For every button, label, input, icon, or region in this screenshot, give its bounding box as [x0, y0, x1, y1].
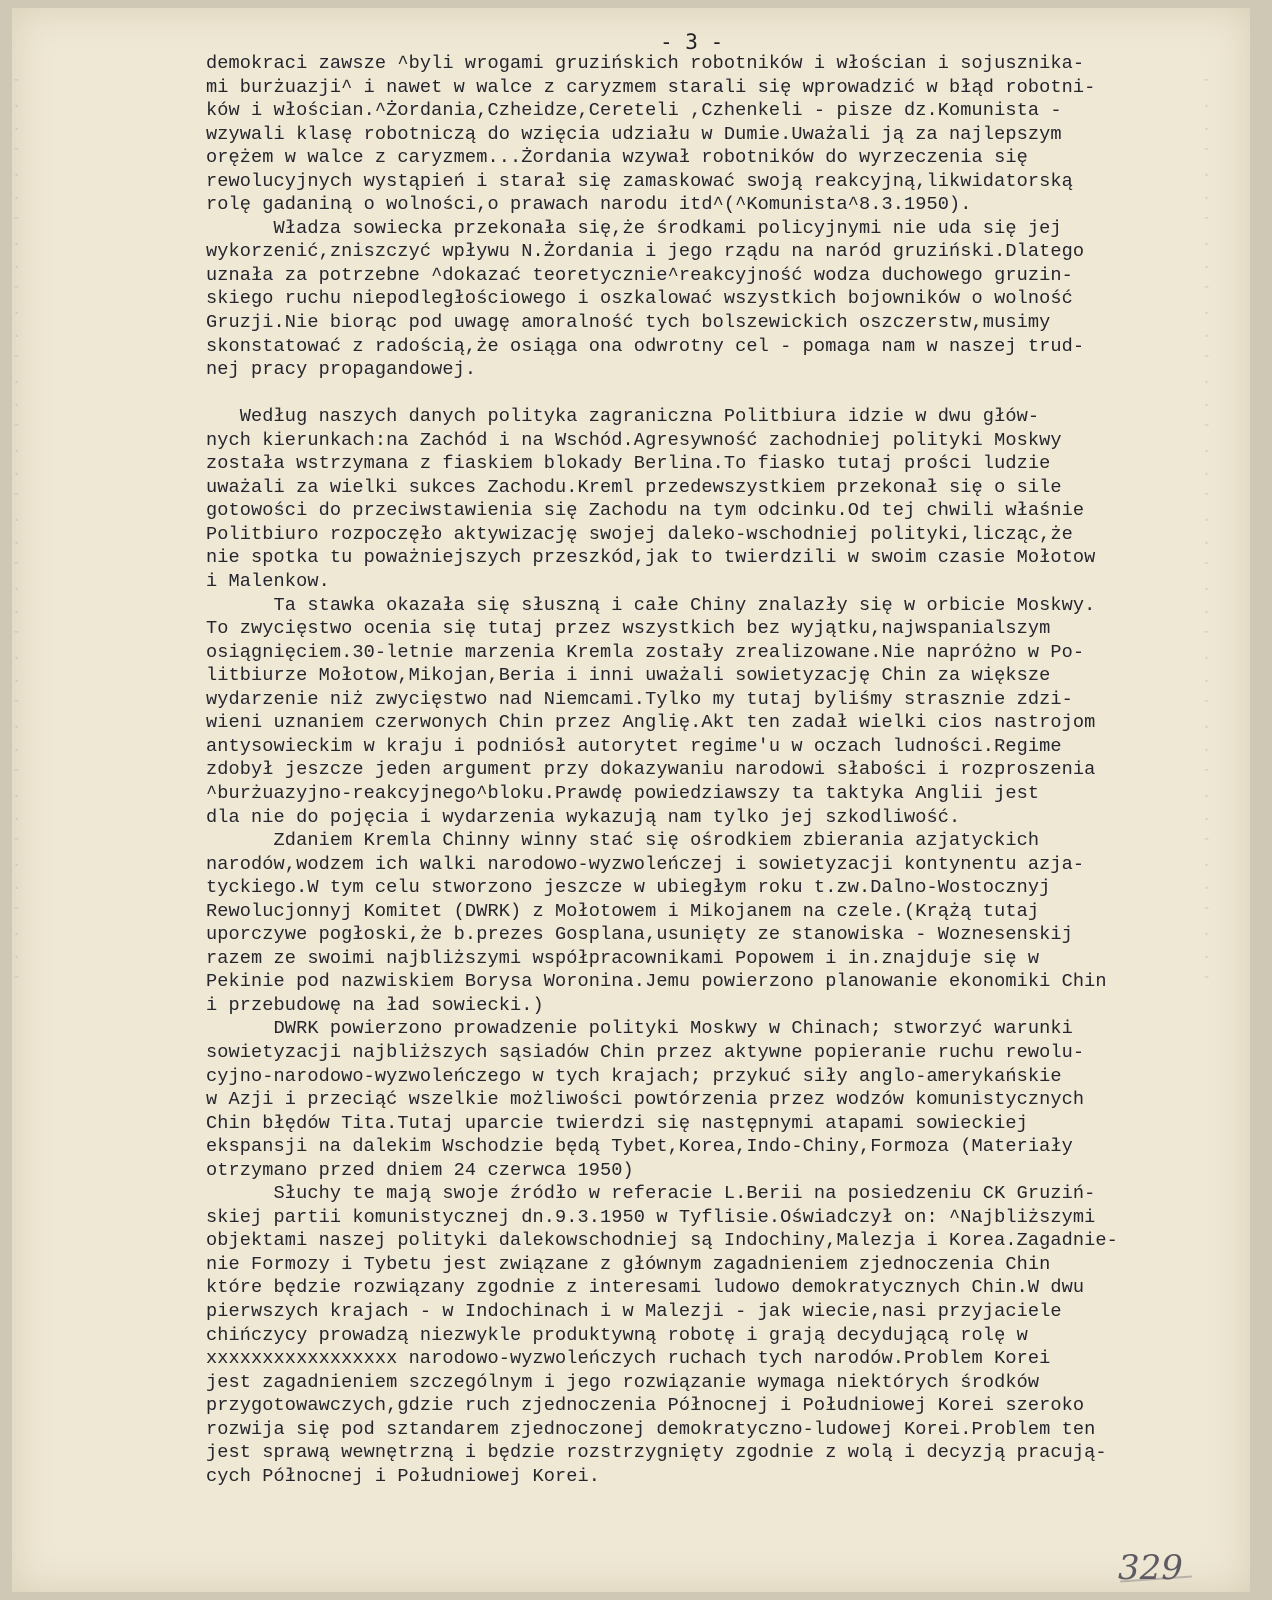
text-line: nie spotka tu poważniejszych przeszkód,jak to twierdzili w swoim czasie Mołotow: [206, 547, 1096, 569]
text-line: wzywali klasę robotniczą do wzięcia udziału w Dumie.Uważali ją za najlepszym: [206, 123, 1062, 145]
text-line: wykorzenić,zniszczyć wpływu N.Żordania i jego rządu na naród gruziński.Dlatego: [206, 241, 1085, 263]
text-line: rolę gadaniną o wolności,o prawach narodu itd^(^Komunista^8.3.1950).: [206, 194, 972, 216]
show-through-right: - . . - . . - . . - . . - . . - . . - . . - . . - . . - . . - . . - . . - . . -: [1202, 70, 1212, 985]
text-line: które będzie rozwiązany zgodnie z interesami ludowo demokratycznych Chin.W dwu: [206, 1277, 1085, 1299]
text-line: i przebudowę na ład sowiecki.): [206, 994, 544, 1016]
text-line: jest sprawą wewnętrzną i będzie rozstrzygnięty zgodnie z wolą i decyzją pracują-: [206, 1442, 1107, 1464]
text-line: uznała za potrzebne ^dokazać teoretycznie^reakcyjność wodza duchowego gruzin-: [206, 264, 1073, 286]
text-line: chińczycy prowadzą niezwykle produktywną robotę i grają decydującą rolę w: [206, 1324, 1028, 1346]
text-line: mi burżuazji^ i nawet w walce z caryzmem starali się wprowadzić w błąd robotni-: [206, 76, 1096, 98]
text-line: DWRK powierzono prowadzenie polityki Moskwy w Chinach; stworzyć warunki: [206, 1018, 1073, 1040]
text-line: Ta stawka okazała się słuszną i całe Chiny znalazły się w orbicie Moskwy.: [206, 594, 1096, 616]
text-line: skiej partii komunistycznej dn.9.3.1950 w Tyflisie.Oświadczył on: ^Najbliższymi: [206, 1206, 1096, 1228]
text-line: pierwszych krajach - w Indochinach i w Malezji - jak wiecie,nasi przyjaciele: [206, 1300, 1062, 1322]
text-line: objektami naszej polityki dalekowschodniej są Indochiny,Malezja i Korea.Zagadnie-: [206, 1230, 1118, 1252]
text-line: Chin błędów Tita.Tutaj uparcie twierdzi się następnymi atapami sowieckiej: [206, 1112, 1028, 1134]
text-line: przygotowawczych,gdzie ruch zjednoczenia Północnej i Południowej Korei szeroko: [206, 1395, 1085, 1417]
text-line: wydarzenie niż zwycięstwo nad Niemcami.Tylko my tutaj byliśmy strasznie zdzi-: [206, 688, 1073, 710]
text-line: uporczywe pogłoski,że b.prezes Gosplana,usunięty ze stanowiska - Woznesenskij: [206, 924, 1073, 946]
text-line: Słuchy te mają swoje źródło w referacie L.Berii na posiedzeniu CK Gruziń-: [206, 1183, 1096, 1205]
text-line: nych kierunkach:na Zachód i na Wschód.Agresywność zachodniej polityki Moskwy: [206, 429, 1062, 451]
text-line: w Azji i przeciąć wszelkie możliwości powtórzenia przez wodzów komunistycznych: [206, 1089, 1085, 1111]
text-line: dla nie do pojęcia i wydarzenia wykazują nam tylko jej szkodliwość.: [206, 806, 961, 828]
typewritten-body: [206, 52, 1246, 1488]
text-line: sowietyzacji najbliższych sąsiadów Chin przez aktywne popieranie ruchu rewolu-: [206, 1041, 1085, 1063]
text-line: Politbiuro rozpoczęło aktywizację swojej daleko-wschodniej polityki,licząc,że: [206, 523, 1073, 545]
text-line: została wstrzymana z fiaskiem blokady Berlina.To fiasko tutaj prości ludzie: [206, 453, 1051, 475]
text-line: To zwycięstwo ocenia się tutaj przez wszystkich bez wyjątku,najwspanialszym: [206, 618, 1051, 640]
text-line: Pekinie pod nazwiskiem Borysa Woronina.Jemu powierzono planowanie ekonomiki Chin: [206, 971, 1107, 993]
text-line: tyckiego.W tym celu stworzono jeszcze w ubiegłym roku t.zw.Dalno-Wostocznyj: [206, 877, 1051, 899]
show-through-left: - . . - . . - . . - . . - . . - . . - . . - . . - . . - . . - . . - . . - . . -: [12, 70, 22, 985]
text-line: jest zagadnieniem szczególnym i jego rozwiązanie wymaga niektórych środków: [206, 1371, 1040, 1393]
page-number: - 3 -: [660, 30, 724, 54]
text-line: zdobył jeszcze jeden argument przy dokazywaniu narodowi słabości i rozproszenia: [206, 759, 1096, 781]
text-line: rozwija się pod sztandarem zjednoczonej demokratyczno-ludowej Korei.Problem ten: [206, 1418, 1096, 1440]
text-line: nie Formozy i Tybetu jest związane z głównym zagadnieniem zjednoczenia Chin: [206, 1253, 1051, 1275]
text-line: razem ze swoimi najbliższymi współpracownikami Popowem i in.znajduje się w: [206, 947, 1040, 969]
text-line: skonstatować z radością,że osiąga ona odwrotny cel - pomaga nam w naszej trud-: [206, 335, 1085, 357]
text-line: nej pracy propagandowej.: [206, 359, 477, 381]
text-line: ków i włościan.^Żordania,Czheidze,Cereteli ,Czhenkeli - pisze dz.Komunista -: [206, 100, 1062, 122]
handwritten-folio-number: 329: [1118, 1548, 1183, 1588]
text-line: cyjno-narodowo-wyzwoleńczego w tych krajach; przykuć siły anglo-amerykańskie: [206, 1065, 1062, 1087]
text-line: otrzymano przed dniem 24 czerwca 1950): [206, 1159, 634, 1181]
text-line: Według naszych danych polityka zagraniczna Politbiura idzie w dwu głów-: [206, 406, 1040, 428]
text-line: skiego ruchu niepodległościowego i oszkalować wszystkich bojowników o wolność: [206, 288, 1073, 310]
text-line: demokraci zawsze ^byli wrogami gruzińskich robotników i włościan i sojusznika-: [206, 53, 1085, 74]
text-line: xxxxxxxxxxxxxxxxx narodowo-wyzwoleńczych ruchach tych narodów.Problem Korei: [206, 1348, 1051, 1370]
text-line: antysowieckim w kraju i podniósł autorytet regime'u w oczach ludności.Regime: [206, 735, 1062, 757]
text-line: wieni uznaniem czerwonych Chin przez Anglię.Akt ten zadał wielki cios nastrojom: [206, 712, 1096, 734]
text-line: rewolucyjnych wystąpień i starał się zamaskować swoją reakcyjną,likwidatorską: [206, 170, 1073, 192]
text-line: uważali za wielki sukces Zachodu.Kreml przedewszystkiem przekonał się o sile: [206, 476, 1062, 498]
text-line: ekspansji na dalekim Wschodzie będą Tybet,Korea,Indo-Chiny,Formoza (Materiały: [206, 1136, 1073, 1158]
text-line: Władza sowiecka przekonała się,że środkami policyjnymi nie uda się jej: [206, 217, 1062, 239]
text-line: litbiurze Mołotow,Mikojan,Beria i inni uważali sowietyzację Chin za większe: [206, 665, 1051, 687]
text-line: ^burżuazyjno-reakcyjnego^bloku.Prawdę powiedziawszy ta taktyka Anglii jest: [206, 782, 1040, 804]
text-line: orężem w walce z caryzmem...Żordania wzywał robotników do wyrzeczenia się: [206, 147, 1028, 169]
text-line: osiągnięciem.30-letnie marzenia Kremla zostały zrealizowane.Nie napróżno w Po-: [206, 641, 1085, 663]
text-line: narodów,wodzem ich walki narodowo-wyzwoleńczej i sowietyzacji kontynentu azja-: [206, 853, 1085, 875]
blank-line: [206, 382, 1246, 406]
text-line: Rewolucjonnyj Komitet (DWRK) z Mołotowem i Mikojanem na czele.(Krążą tutaj: [206, 900, 1040, 922]
text-line: Zdaniem Kremla Chinny winny stać się ośrodkiem zbierania azjatyckich: [206, 830, 1040, 852]
text-line: i Malenkow.: [206, 571, 330, 593]
text-line: cych Północnej i Południowej Korei.: [206, 1465, 601, 1487]
document-page: [12, 8, 1250, 1592]
text-line: Gruzji.Nie biorąc pod uwagę amoralność tych bolszewickich oszczerstw,musimy: [206, 312, 1051, 334]
text-line: gotowości do przeciwstawienia się Zachodu na tym odcinku.Od tej chwili właśnie: [206, 500, 1085, 522]
